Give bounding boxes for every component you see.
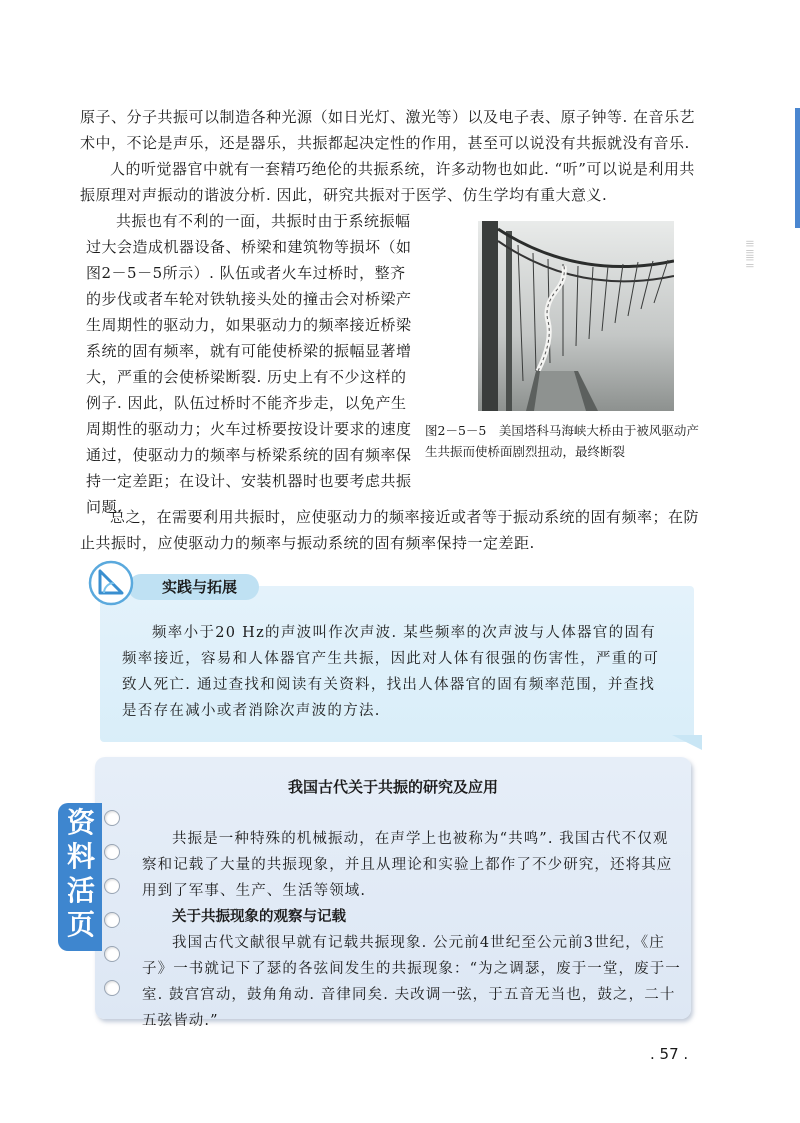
resource-subheading: 关于共振现象的观察与记载: [172, 909, 346, 925]
practice-title-text: 实践与拓展: [162, 578, 238, 596]
body-paragraph-2: 人的听觉器官中就有一套精巧绝伦的共振系统，许多动物也如此. “听”可以说是利用共振原理对声振动的谐波分析. 因此，研究共振对于医学、仿生学均有重大意义.: [80, 160, 695, 204]
resource-tab-label: 资料活页: [66, 806, 95, 941]
practice-box-corner: [672, 735, 702, 750]
body-paragraph-1: 原子、分子共振可以制造各种光源（如日光灯、激光等）以及电子表、原子钟等. 在音乐艺术中，不论是声乐，还是器乐，共振都起决定性的作用，甚至可以说没有共振就没有音乐.: [80, 108, 696, 152]
figure-caption: 图2－5－5 美国塔科马海峡大桥由于被风驱动产生共振而使桥面剧烈扭动，最终断裂: [425, 423, 699, 459]
binder-ring: [104, 980, 120, 996]
body-paragraph-4: 总之，在需要利用共振时，应使驱动力的频率接近或者等于振动系统的固有频率；在防止共振时，应使驱动力的频率与振动系统的固有频率保持一定差距.: [80, 508, 700, 552]
binder-ring: [104, 810, 120, 826]
practice-text: 频率小于20 Hz的声波叫作次声波. 某些频率的次声波与人体器官的固有频率接近，容易和人体器官产生共振，因此对人体有很强的伤害性，严重的可致人死亡. 通过查找和阅读有关资料，找出人体器官的固有频率范围，并查找是否存在减小或者消除次声波的方法.: [122, 625, 660, 719]
resource-title: 我国古代关于共振的研究及应用: [287, 778, 498, 796]
body-paragraph-3: 共振也有不利的一面，共振时由于系统振幅过大会造成机器设备、桥梁和建筑物等损坏（如图2－5－5所示）. 队伍或者火车过桥时，整齐的步伐或者车轮对铁轨接头处的撞击会对桥梁产生周期性的驱动力，如果驱动力的频率接近桥梁系统的固有频率，就有可能使桥梁的振幅显著增大，严重的会使桥梁断裂. 历史上有不少这样的例子. 因此，队伍过桥时不能齐步走，以免产生周期性的驱动力；火车过桥要按设计要求的速度通过，使驱动力的频率与桥梁系统的固有频率保持一定差距；在设计、安装机器时也要考虑共振问题.: [86, 212, 412, 516]
edge-decoration: ||| ||||| ||: [746, 240, 754, 269]
ruler-protractor-icon: [88, 560, 134, 606]
practice-title: [128, 574, 259, 600]
binder-ring: [104, 912, 120, 928]
bridge-illustration: [478, 221, 674, 411]
binder-ring: [104, 946, 120, 962]
resource-paragraph-2: 我国古代文献很早就有记载共振现象. 公元前4世纪至公元前3世纪，《庄子》一书就记下了瑟的各弦间发生的共振现象：“为之调瑟，废于一堂，废于一室. 鼓宫宫动，鼓角角动. 音律同矣. 夫改调一弦，于五音无当也，鼓之，二十五弦皆动.”: [142, 935, 681, 1029]
page-number: . 57 .: [650, 1045, 689, 1063]
bridge-photo: [478, 221, 674, 411]
resource-paragraph-1: 共振是一种特殊的机械振动，在声学上也被称为“共鸣”. 我国古代不仅观察和记载了大量的共振现象，并且从理论和实验上都作了不少研究，还将其应用到了军事、生产、生活等领域.: [142, 831, 673, 899]
edge-tab-mark: [795, 108, 800, 228]
binder-ring: [104, 844, 120, 860]
binder-ring: [104, 878, 120, 894]
